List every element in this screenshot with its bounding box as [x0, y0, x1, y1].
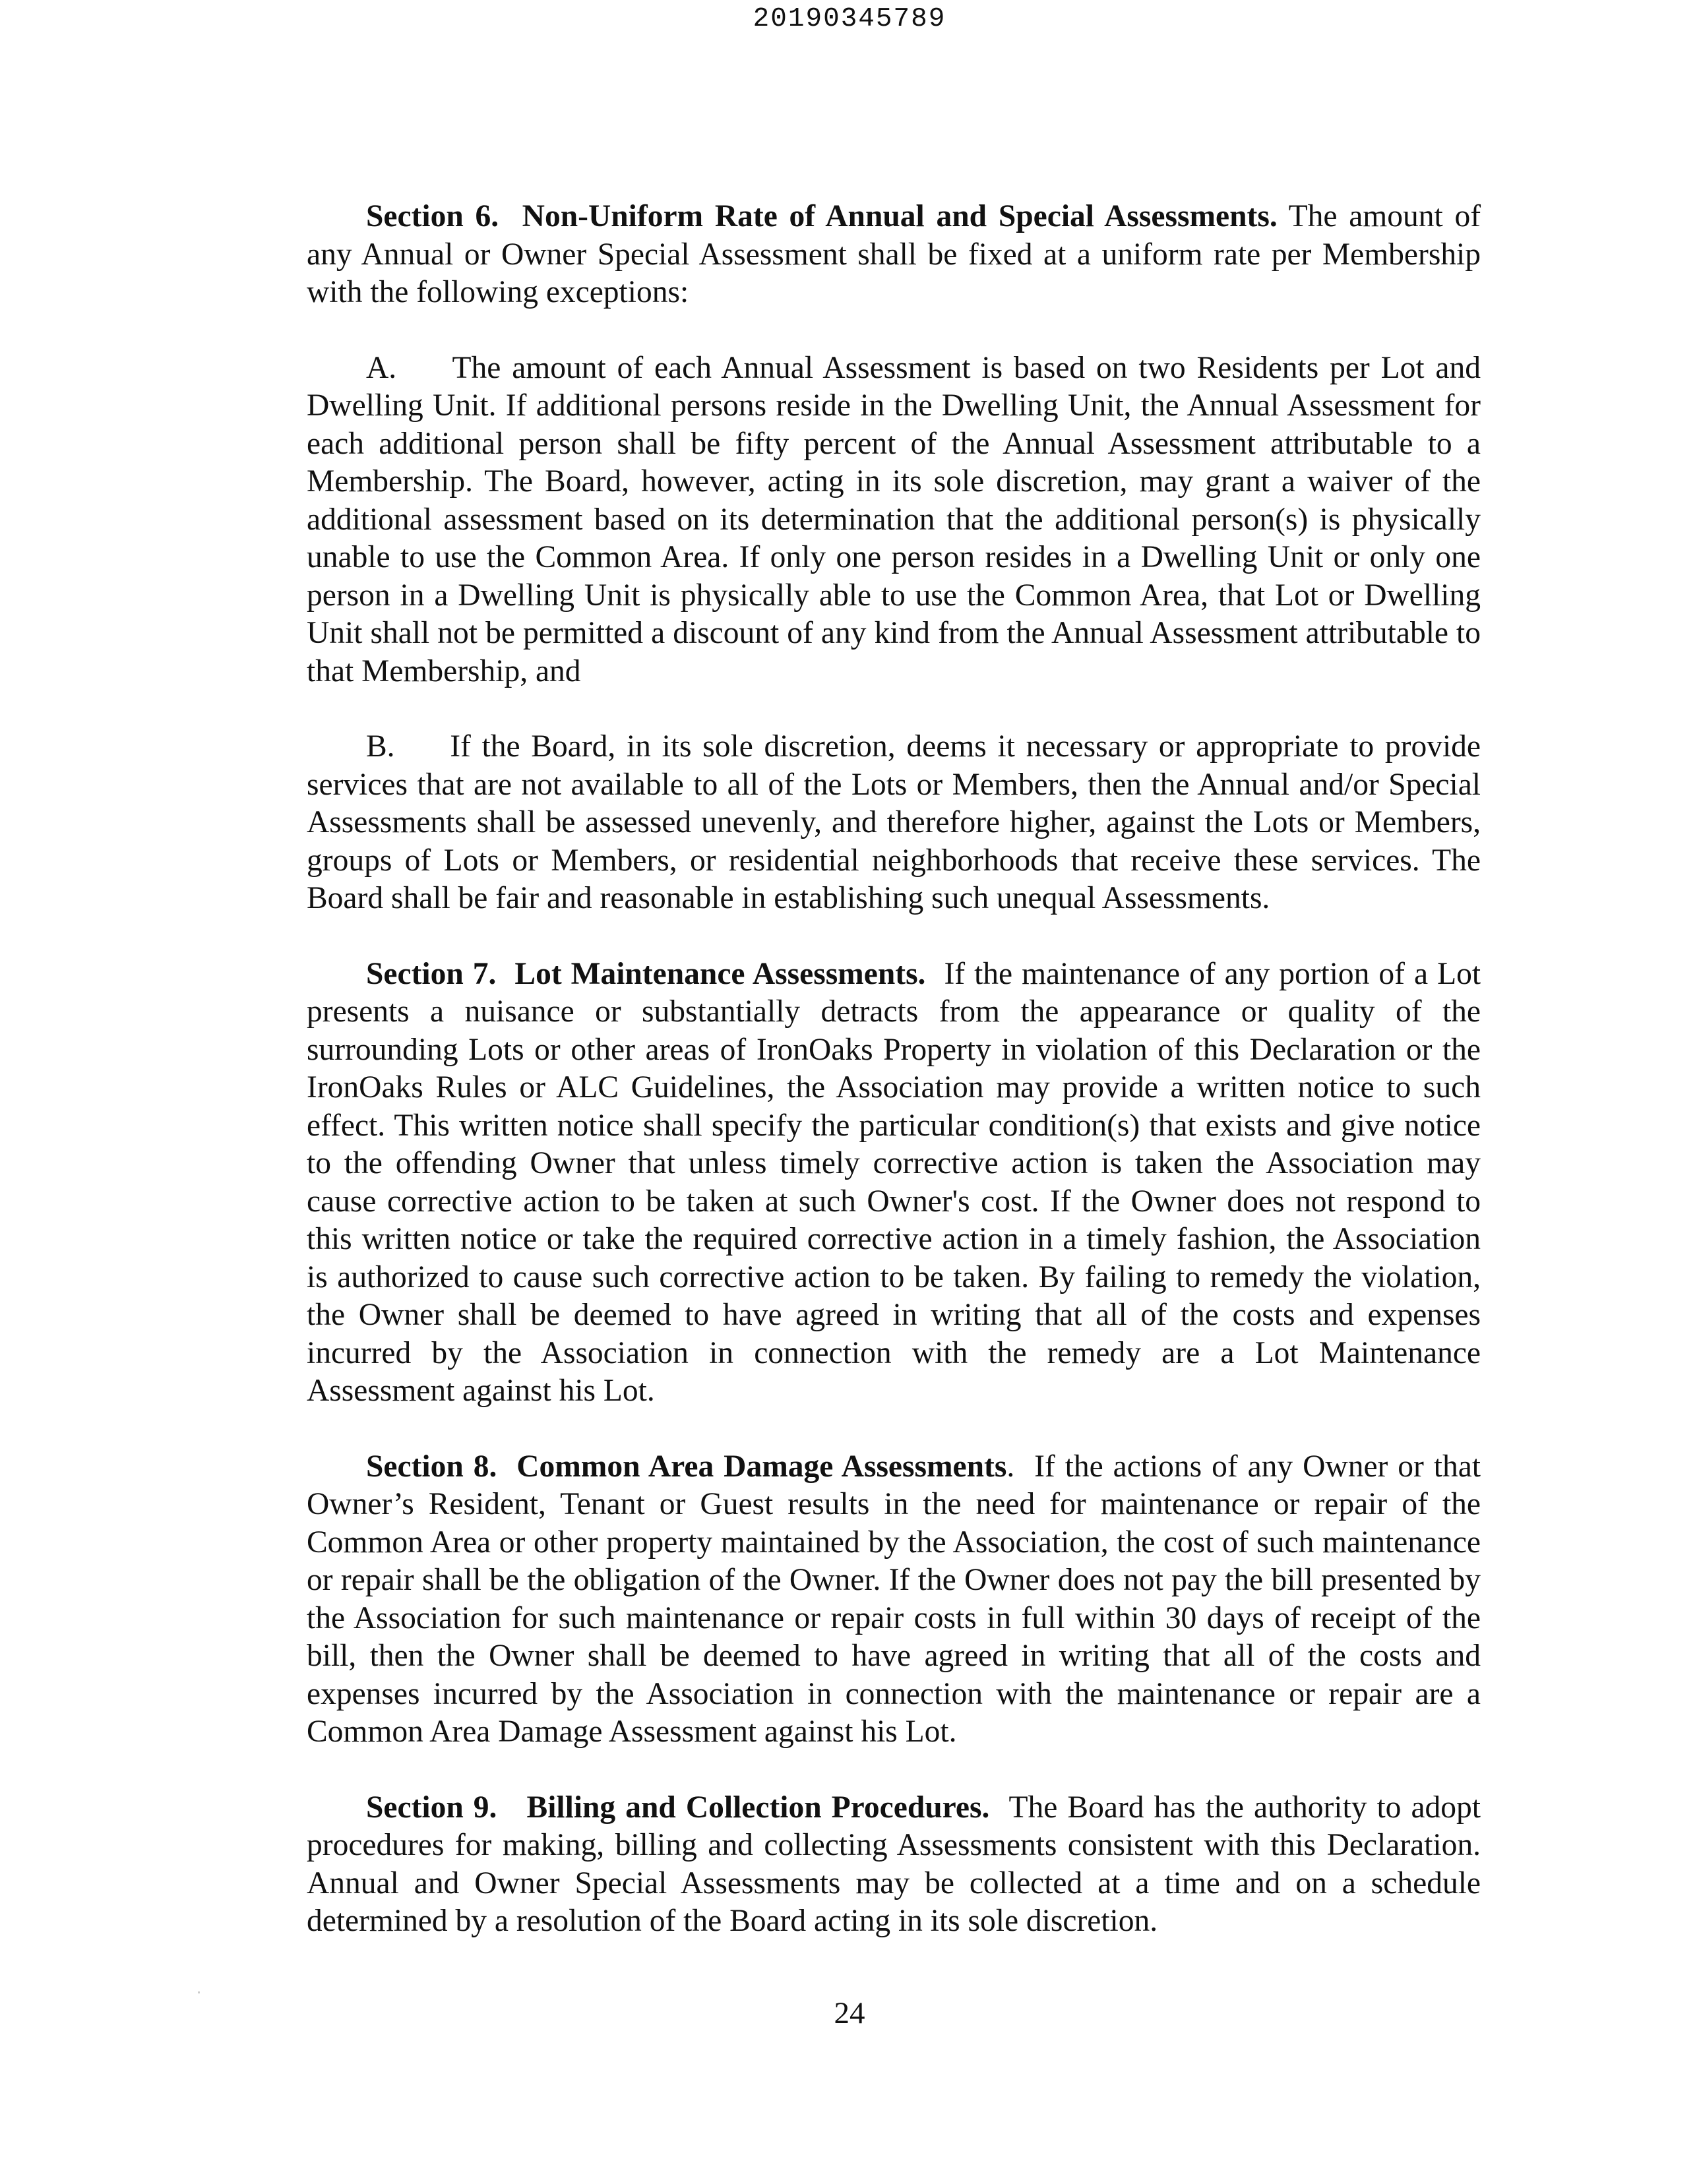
section-8-label: Section 8. [366, 1449, 497, 1484]
section-6-paragraph [307, 198, 1481, 312]
item-a-text: The amount of each Annual Assessment is based on two Residents per Lot and Dwelling Unit. If additional persons reside in the Dwelling Unit, the Annual Assessment for each additional person shall be fifty percent of the Annual Assessment attributable to a Membership. The Board, however, acting in its sole discretion, may grant a waiver of the additional assessment based on its determination that the additional person(s) is physically unable to use the Common Area. If only one person resides in a Dwelling Unit or only one person in a Dwelling Unit is physically able to use the Common Area, that Lot or Dwelling Unit shall not be permitted a discount of any kind from the Annual Assessment attributable to that Membership, and [307, 350, 1481, 688]
section-6-label: Section 6. [366, 199, 499, 233]
document-body [307, 198, 1481, 1978]
section-8-title-period: . [1006, 1449, 1015, 1484]
section-7-text: If the maintenance of any portion of a Lot presents a nuisance or substantially detracts from the appearance or quality of the surrounding Lots or other areas of IronOaks Property in violation of this Declaration or the IronOaks Rules or ALC Guidelines, the Association may provide a written notice to such effect. This written notice shall specify the particular condition(s) that exists and give notice to the offending Owner that unless timely corrective action is taken the Association may cause corrective action to be taken at such Owner's cost. If the Owner does not respond to this written notice or take the required corrective action in a timely fashion, the Association is authorized to cause such corrective action to be taken. By failing to remedy the violation, the Owner shall be deemed to have agreed in writing that all of the costs and expenses incurred by the Association in connection with the remedy are a Lot Maintenance Assessment against his Lot. [307, 956, 1481, 1408]
section-9-label: Section 9. [366, 1790, 497, 1825]
section-7-title: Lot Maintenance Assessments. [514, 956, 926, 991]
section-8-title: Common Area Damage Assessments [516, 1449, 1007, 1484]
item-b-text: If the Board, in its sole discretion, deems it necessary or appropriate to provide services that are not available to all of the Lots or Members, then the Annual and/or Special Assessments shall be assessed unevenly, and therefore higher, against the Lots or Members, groups of Lots or Members, or residential neighborhoods that receive these services. The Board shall be fair and reasonable in establishing such unequal Assessments. [307, 729, 1481, 915]
recording-number: 20190345789 [753, 4, 946, 34]
item-b-marker: B. [366, 729, 395, 764]
page-number: 24 [834, 1996, 865, 2030]
section-9-text: The Board has the authority to adopt procedures for making, billing and collecting Assessments consistent with this Declaration. Annual and Owner Special Assessments may be collected at a time and on a schedule determined by a resolution of the Board acting in its sole discretion. [307, 1790, 1481, 1938]
section-9-paragraph [307, 1789, 1481, 1941]
item-a-marker: A. [366, 350, 397, 385]
section-7-paragraph [307, 956, 1481, 1410]
section-6-text: The amount of any Annual or Owner Special Assessment shall be fixed at a uniform rate per Membership with the following exceptions: [307, 199, 1481, 309]
section-7-label: Section 7. [366, 956, 497, 991]
section-6-title: Non-Uniform Rate of Annual and Special Assessments. [522, 199, 1278, 233]
section-9-title: Billing and Collection Procedures. [526, 1790, 990, 1825]
section-8-text: If the actions of any Owner or that Owner’s Resident, Tenant or Guest results in the need for maintenance or repair of the Common Area or other property maintained by the Association, the cost of such maintenance or repair shall be the obligation of the Owner. If the Owner does not pay the bill presented by the Association for such maintenance or repair costs in full within 30 days of receipt of the bill, then the Owner shall be deemed to have agreed in writing that all of the costs and expenses incurred by the Association in connection with the maintenance or repair are a Common Area Damage Assessment against his Lot. [307, 1449, 1481, 1749]
section-8-paragraph [307, 1448, 1481, 1751]
scan-artifact [198, 1991, 200, 1993]
section-6-item-b [307, 728, 1481, 918]
section-6-item-a [307, 349, 1481, 691]
